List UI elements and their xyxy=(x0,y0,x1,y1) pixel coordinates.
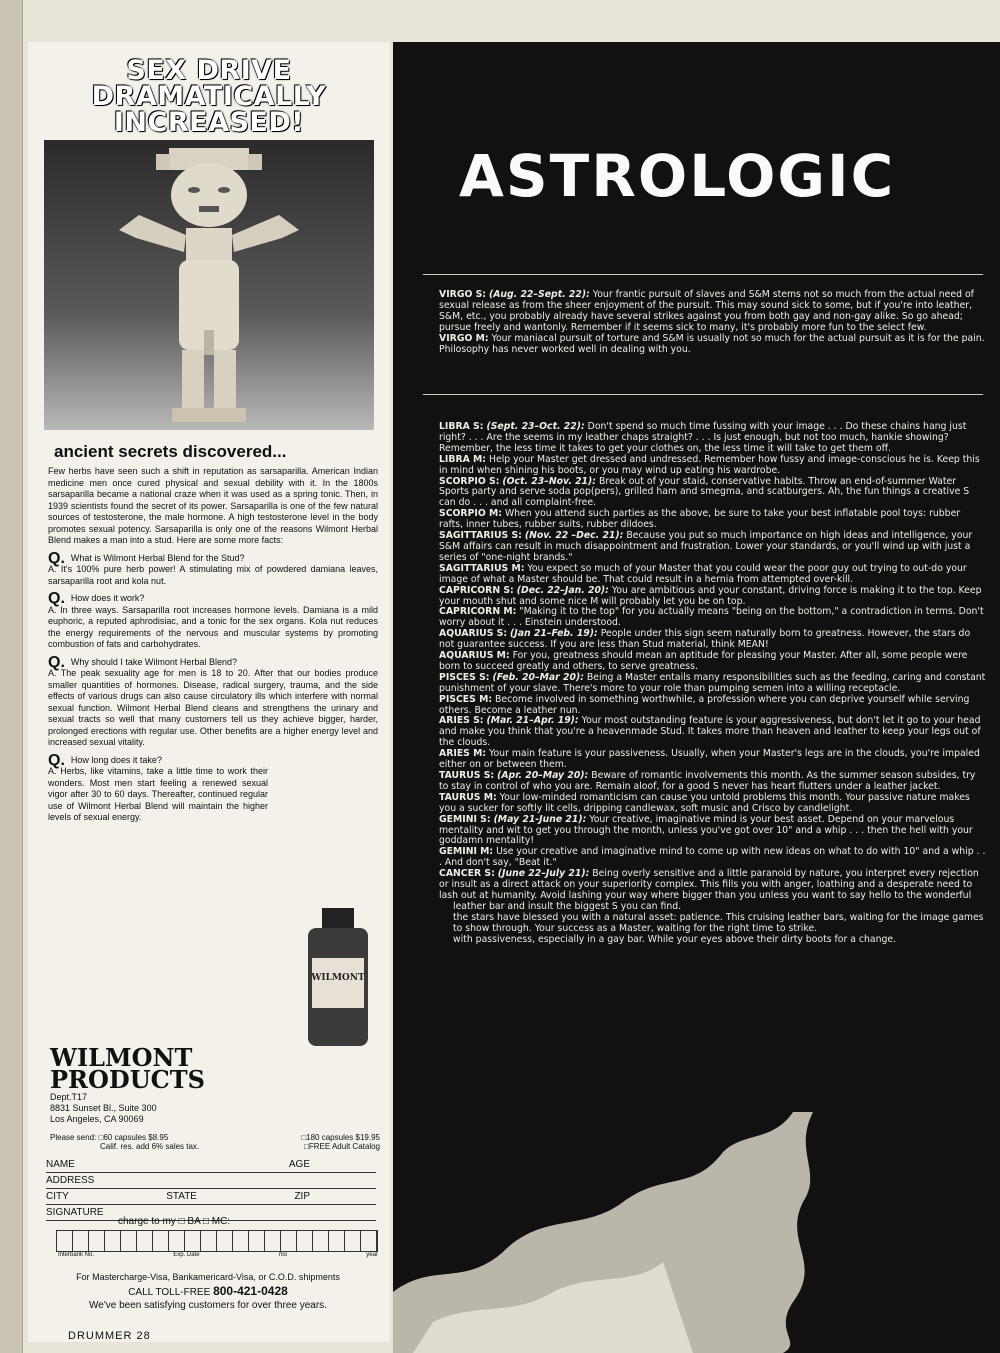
horoscope-text: You expect so much of your Master that you could wear the poor guy out trying to out-do your image of what a Master should be. That could result in a hernia from attempted over-kill. xyxy=(439,562,967,585)
state-label: STATE xyxy=(166,1191,197,1202)
horoscope-entry xyxy=(439,477,987,510)
horoscope-text: Break out of your staid, conservative habits. Throw an end-of-summer Water Sports party and serve soda pop(pers), grilled ham and smegma, and scatburgers. Ah, the fun things a creative S can do . . . and all complaint-free. xyxy=(439,475,970,509)
year-label: year xyxy=(366,1252,378,1258)
month-label: mo xyxy=(278,1252,288,1258)
horoscope-entry xyxy=(439,815,987,848)
sign-label: VIRGO S: xyxy=(439,289,486,300)
horoscope-text: Help your Master get dressed and undressed. Remember how fussy and image-conscious he is. Keep this in mind when shining his boots, or you may wind up eating his wardrobe. xyxy=(439,453,980,476)
mailing-address xyxy=(50,1092,157,1125)
sign-label: ARIES M: xyxy=(439,748,487,760)
sign-dates: (Dec. 22–Jan. 20): xyxy=(516,584,609,596)
sign-dates: (June 22–July 21): xyxy=(497,868,590,880)
name-label: NAME xyxy=(46,1159,75,1170)
city-field[interactable] xyxy=(46,1190,376,1205)
signature-label: SIGNATURE xyxy=(46,1207,104,1218)
sign-label: VIRGO M: xyxy=(439,332,489,344)
qa-item xyxy=(48,549,378,588)
sign-label: CAPRICORN S: xyxy=(439,584,514,596)
qa-question: How long does it take? xyxy=(70,754,162,765)
horoscope-text: Beware of romantic involvements this month. As the summer season subsides, try to stay in control of who you are. Remain aloof, for a good S never has heart flutters under a leather jacket. xyxy=(439,770,976,792)
horoscope-text: Don't spend so much time fussing with your image . . . Do these chains hang just right? . . . Are the seems in my leather chaps straight? . . . Is just enough, but not too much, hankie showing? Remember, the less time it takes to get your clothes on, the less time it will take to get them off. xyxy=(439,421,967,454)
order-options xyxy=(50,1133,380,1151)
qa-item xyxy=(48,590,378,651)
sign-dates: (Sept. 23–Oct. 22): xyxy=(486,421,585,432)
horoscope-entry xyxy=(439,586,987,608)
sign-dates: (Oct. 23–Nov. 21): xyxy=(502,475,596,487)
qa-answer: A. The peak sexuality age for men is 18 to 20. After that our bodies produce smaller quantities of hormones. Disease, radical surgery, trauma, and the side effects of various drugs can also cause circulatory ills which interfere with normal sexual function. Wilmont Herbal Blend cleans and strengthens the urinary and sexual tracts so well that many customers tell us they achieve bigger, harder, prolonged erections with regular use. Other benefits are a higher energy level and increased sexual vitality. xyxy=(48,668,378,747)
idol-photo xyxy=(44,140,374,430)
catalog-label: FREE Adult Catalog xyxy=(308,1142,380,1151)
wilmont-ad xyxy=(28,42,390,1342)
horoscope-entry xyxy=(439,869,987,902)
sign-label: GEMINI M: xyxy=(439,846,494,858)
question-icon: Q. xyxy=(48,751,65,769)
astrologic-column xyxy=(393,42,1000,1353)
address-dept: Dept.T17 xyxy=(50,1092,88,1102)
horoscope-text: Your maniacal pursuit of torture and S&M is usually not so much for the actual pursuit as it is for the pain. Philosophy has never worked well in dealing with you. xyxy=(439,332,985,355)
brand-line-2: PRODUCTS xyxy=(50,1065,205,1094)
horoscope-text: For you, greatness should mean an aptitude for pleasing your Master. After all, some people were born to succeed greatly and others, to serve greatness. xyxy=(439,650,968,672)
address-label: ADDRESS xyxy=(46,1175,95,1186)
horoscope-text: Your creative, imaginative mind is your best asset. Depend on your marvelous mentality and wit to get you through the month, unless you've got over 10" and a whip . . . then the hell with your goddamn mentality! xyxy=(439,813,973,847)
sign-label: ARIES S: xyxy=(439,715,484,727)
sign-dates: (Nov. 22 –Dec. 21): xyxy=(524,530,624,542)
sign-dates: (Apr. 20–May 20): xyxy=(497,770,589,781)
horoscope-entry xyxy=(439,771,987,793)
payment-note: For Mastercharge-Visa, Bankamericard-Visa, or C.O.D. shipments xyxy=(76,1272,340,1282)
divider xyxy=(423,394,983,395)
headline-line-3: INCREASED! xyxy=(113,107,305,138)
sign-label: AQUARIUS S: xyxy=(439,628,508,640)
age-label: AGE xyxy=(288,1159,310,1170)
name-field[interactable] xyxy=(46,1158,376,1173)
address-field[interactable] xyxy=(46,1174,376,1189)
ad-intro: Few herbs have seen such a shift in reputation as sarsaparilla. American Indian medicine men once cured physical and sexual debility with it. In the 1800s sarsaparilla became a national craze when it was used as a spring tonic. Then, in 1939 scientists found the secret of its power. Sarsaparilla is one of the few natural sources of testosterone, the male hormone. A high testosterone level in the body promotes sexual potency. Sarsaparilla is only one of the reasons Wilmont Herbal Blend makes a man into a stud. Here are some more facts: xyxy=(48,466,378,545)
virgo-block xyxy=(439,290,987,355)
phone-line xyxy=(38,1284,378,1298)
horoscope-text: People under this sign seem naturally born to greatness. However, the stars do not guarantee success. If you are less than Stud material, think MEAN! xyxy=(439,628,971,651)
tax-note: Calif. res. add 6% sales tax. xyxy=(100,1142,200,1151)
question-icon: Q. xyxy=(48,590,65,607)
phone-number: 800-421-0428 xyxy=(213,1284,288,1298)
horoscope-entry xyxy=(439,847,987,869)
qa-question: How does it work? xyxy=(70,593,145,603)
brand-line-1: WILMONT xyxy=(50,1043,193,1072)
horoscope-entry xyxy=(439,607,987,629)
worn-paper-damage xyxy=(393,1112,1000,1353)
question-icon: Q. xyxy=(48,549,65,567)
horoscope-entry xyxy=(439,793,987,815)
horoscope-entry xyxy=(439,651,987,673)
interbank-label: Interbank No. xyxy=(58,1252,95,1258)
sign-label: TAURUS M: xyxy=(439,791,497,803)
horoscope-entry xyxy=(439,673,987,695)
sign-label: SAGITTARIUS M: xyxy=(439,562,525,574)
page-folio: DRUMMER 28 xyxy=(68,1330,151,1342)
horoscope-entry xyxy=(439,629,987,651)
sign-label: SCORPIO M: xyxy=(439,508,502,520)
checkbox-60[interactable]: □ xyxy=(98,1133,104,1142)
horoscope-text: "Making it to the top" for you actually means "being on the bottom," a contradiction in terms. Don't worry about it . . . Einstein understood. xyxy=(439,606,984,629)
qa-answer: A. Herbs, like vitamins, take a little time to work their wonders. Most men start feeling a renewed sexual vigor after 30 to 60 days. Thereafter, continued regular use of Wilmont Herbal Blend will maintain the higher levels of sexual energy. xyxy=(48,766,268,822)
horoscope-text: Because you put so much importance on high ideas and intelligence, your S&M affairs can result in much disappointment and frustration. Lower your standards, or you'll wind up with just a series of "one-night brands." xyxy=(439,530,973,563)
horoscope-text: You are ambitious and your constant, driving force is making it to the top. Keep your mouth shut and some nice M will probably let you be on top. xyxy=(439,584,982,607)
sign-dates: (May 21-June 21): xyxy=(493,813,587,825)
horoscope-text: Being a Master entails many responsibilities such as the feeding, caring and constant punishment of your slave. There's more to your role than pumping semen into a willing receptacle. xyxy=(439,671,986,694)
checkbox-180[interactable]: □ xyxy=(301,1133,307,1142)
address-street: 8831 Sunset Bl., Suite 300 xyxy=(50,1103,157,1113)
city-label: CITY xyxy=(46,1191,69,1202)
qa-item xyxy=(48,751,268,824)
horoscope-text: When you attend such parties as the above, be sure to take your best inflatable pool toys: rubber rafts, inner tubes, rubber suits, rubber dildoes. xyxy=(439,508,961,531)
card-labels xyxy=(58,1252,378,1258)
horoscope-entry xyxy=(439,564,987,586)
checkbox-catalog[interactable]: □ xyxy=(304,1142,309,1151)
address-city: Los Angeles, CA 90069 xyxy=(50,1114,144,1124)
horoscope-text: leather bar and insult the biggest S you can find. xyxy=(453,900,682,912)
qa-question: Why should I take Wilmont Herbal Blend? xyxy=(70,656,237,667)
horoscope-entry xyxy=(439,716,987,749)
please-send-label: Please send: xyxy=(50,1133,97,1142)
horoscope-entry xyxy=(439,749,987,771)
sign-label: GEMINI S: xyxy=(439,813,491,825)
question-icon: Q. xyxy=(48,653,65,671)
divider xyxy=(423,274,983,275)
horoscope-text: with passiveness, especially in a gay bar. While your eyes above their dirty boots for a change. xyxy=(453,933,897,945)
sign-label: TAURUS S: xyxy=(439,770,495,781)
ad-headline xyxy=(28,55,390,138)
horoscope-entry xyxy=(439,935,987,946)
horoscope-entry xyxy=(439,422,987,455)
qa-question: What is Wilmont Herbal Blend for the Stud? xyxy=(70,552,245,563)
qa-item xyxy=(48,653,378,749)
zip-label: ZIP xyxy=(294,1191,310,1202)
headline-line-2: DRAMATICALLY xyxy=(91,81,327,112)
sign-label: SCORPIO S: xyxy=(439,475,500,487)
sign-label: PISCES M: xyxy=(439,693,493,705)
option-180-label: 180 capsules $19.95 xyxy=(306,1133,380,1142)
horoscope-entry xyxy=(439,290,987,334)
horoscope-text: Your main feature is your passiveness. Usually, when your Master's legs are in the clouds, you're impaled either on or between them. xyxy=(439,748,980,771)
sign-dates: (Aug. 22–Sept. 22): xyxy=(488,289,590,300)
headline-line-1: SEX DRIVE xyxy=(126,55,292,86)
horoscope-text: Being overly sensitive and a little paranoid by nature, you interpret every rejection or insult as a direct attack on your superiority complex. This fills you with anger, loathing and a desperate need to lash out at humanity. Avoid lashing your way where bigger than you unless you want to say hello to the wonderful xyxy=(439,868,979,901)
toll-free-label: CALL TOLL-FREE xyxy=(128,1287,211,1298)
horoscope-text: the stars have blessed you with a natural asset: patience. This cruising leather bars, waiting for the image games to show through. Your success as a Master, waiting for the right time to strike. xyxy=(453,911,984,934)
qa-answer: A. In three ways. Sarsaparilla root increases hormone levels. Damiana is a mild euphoric, a reputed aphrodisiac, and a tonic for the sex organs. Kola nut reduces the energy requirements of the nervous and muscular systems by promoting combustion of fats and carbohydrates. xyxy=(48,604,378,649)
sign-dates: (Jan 21–Feb. 19): xyxy=(510,628,598,640)
horoscope-entry xyxy=(439,695,987,717)
sign-label: PISCES S: xyxy=(439,671,490,683)
sign-dates: (Feb. 20–Mar 20): xyxy=(492,671,584,683)
horoscope-text: Your low-minded romanticism can cause you untold problems this month. Your passive nature makes you a sucker for softly lit cells, dripping candlewax, soft music and Crisco by candlelight. xyxy=(439,791,970,814)
qa-answer: A. It's 100% pure herb power! A stimulating mix of powdered damiana leaves, sarsaparilla root and kola nut. xyxy=(48,564,378,586)
horoscope-text: Your frantic pursuit of slaves and S&M stems not so much from the actual need of sexual release as from the sheer enjoyment of the pursuit. This may sound sick to some, but if you're into leather, S&M, etc., you probably already have several strikes against you from both gay and non-gay alike. So go ahead; pursue freely and wantonly. Remember if it seems sick to many, it's probably more fun to the select few. xyxy=(439,289,974,333)
ad-subhead: ancient secrets discovered... xyxy=(54,442,287,461)
order-form xyxy=(46,1158,376,1222)
horoscope-text: Become involved in something worthwhile, a profession where you can deprive yourself while serving others. Become a leather nun. xyxy=(439,693,970,716)
option-60-label: 60 capsules $8.95 xyxy=(103,1133,169,1142)
sign-label: LIBRA M: xyxy=(439,453,487,465)
horoscope-entry xyxy=(439,531,987,564)
svg-text:WILMONT: WILMONT xyxy=(311,973,365,983)
page-edge xyxy=(0,0,23,1353)
horoscope-entry xyxy=(439,913,987,935)
horoscope-entry xyxy=(439,509,987,531)
sign-label: AQUARIUS M: xyxy=(439,650,510,662)
sign-label: CANCER S: xyxy=(439,868,495,880)
sign-label: CAPRICORN M: xyxy=(439,606,517,618)
horoscope-text: Use your creative and imaginative mind to come up with new ideas on what to do with 10" and a whip . . . And don't say, "Beat it." xyxy=(439,846,986,869)
sign-label: SAGITTARIUS S: xyxy=(439,530,522,542)
charge-label: charge to my □ BA □ MC: xyxy=(118,1216,231,1227)
sign-dates: (Mar. 21–Apr. 19): xyxy=(486,715,579,727)
astrologic-title: ASTROLOGIC xyxy=(459,142,896,210)
horoscope-list xyxy=(439,422,987,946)
sign-label: LIBRA S: xyxy=(439,421,484,432)
horoscope-entry xyxy=(439,455,987,477)
exp-date-label: Exp. Date xyxy=(173,1252,200,1258)
ad-tagline: We've been satisfying customers for over three years. xyxy=(89,1300,327,1311)
horoscope-text: Your most outstanding feature is your aggressiveness, but don't let it go to your head and make you think that you're a heavenmade Stud. It takes more than heaven and leather to keep your legs out of the clouds. xyxy=(439,715,981,749)
brand-logo xyxy=(50,1043,205,1094)
bottle-image xyxy=(304,908,372,1048)
card-number-field[interactable] xyxy=(56,1230,378,1252)
idol-figure-illustration xyxy=(44,140,374,430)
horoscope-entry xyxy=(439,334,987,356)
